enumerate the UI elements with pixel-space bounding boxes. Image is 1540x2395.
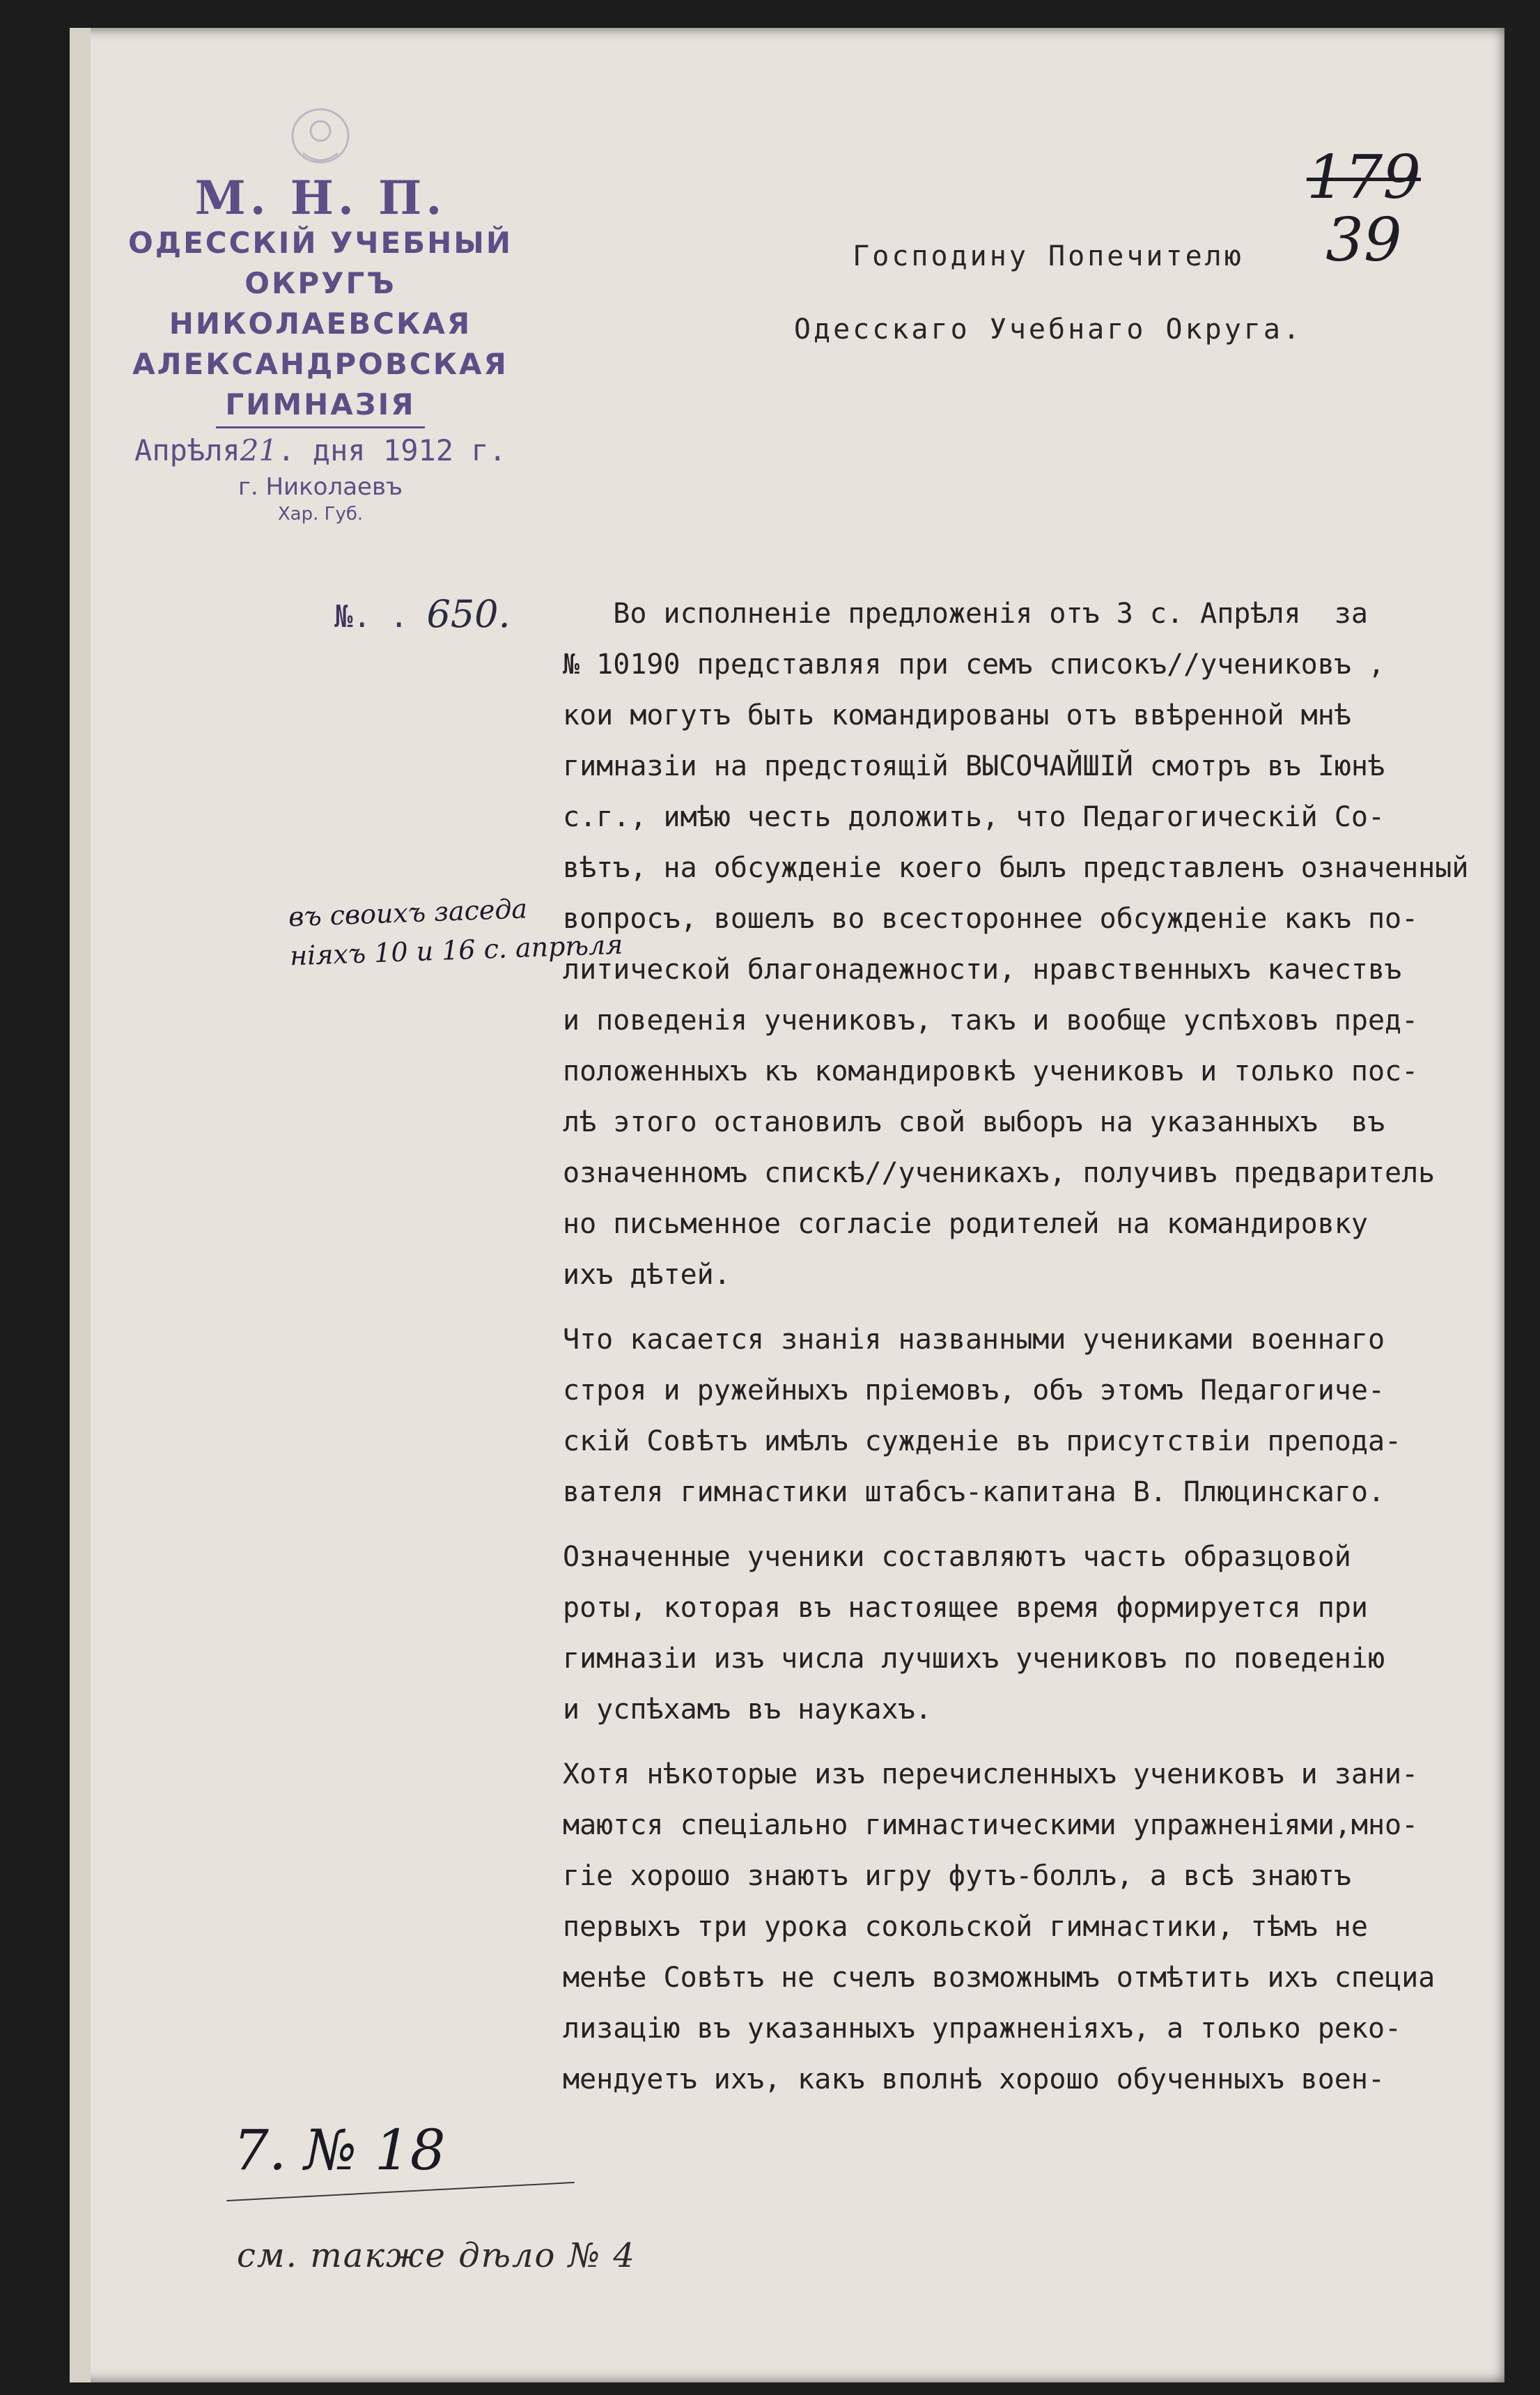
document-page [70,28,1504,2382]
text-line: но письменное согласіе родителей на командировку [563,1208,1368,1240]
text-line: № 10190 представляя при семъ списокъ//учениковъ , [563,649,1385,681]
addressee-line-1: Господину Попечителю [853,240,1244,272]
binding-edge [70,28,91,2382]
stamp-school-name: АЛЕКСАНДРОВСКАЯ [132,347,508,381]
text-line: лизацію въ указанныхъ упражненіяхъ, а только реко- [563,2013,1402,2045]
text-line: с.г., имѣю честь доложить, что Педагогическій Со- [563,801,1385,833]
text-line: гимназіи изъ числа лучшихъ учениковъ по поведенію [563,1643,1385,1675]
text-line: и успѣхамъ въ наукахъ. [563,1693,932,1726]
stamp-district: ОДЕССКІЙ УЧЕБНЫЙ ОКРУГЪ [127,226,513,300]
stamp-date-month: Апрѣля [134,433,240,467]
text-line: первыхъ три урока сокольской гимнастики, тѣмъ не [563,1911,1368,1943]
text-line: положенныхъ къ командировкѣ учениковъ и только пос- [563,1055,1419,1087]
outgoing-number: №. . 650. [334,592,511,636]
stamp-gubernia: Хар. Губ. [277,504,364,525]
outgoing-number-label: № [334,599,353,635]
margin-note-line-1: въ своихъ заседа [288,893,528,933]
stamp-ministry: М. Н. П. [194,171,446,225]
text-line: вателя гимнастики штабсъ-капитана В. Плюцинскаго. [563,1476,1385,1508]
text-line: роты, которая въ настоящее время формируется при [563,1592,1368,1624]
text-line: Во исполненіе предложенія отъ 3 с. Апрѣля за [563,598,1368,630]
paragraph-4 [563,1749,1540,2105]
outgoing-number-value: 650. [426,592,511,636]
text-line: маются спеціально гимнастическими упражненіями,мно- [563,1809,1419,1841]
text-line: мендуетъ ихъ, какъ вполнѣ хорошо обученныхъ воен- [563,2063,1385,2095]
paragraph-3 [563,1532,1540,1735]
text-line: скій Совѣтъ имѣлъ сужденіе въ присутствіи препода- [563,1425,1402,1457]
bottom-divider [226,2182,574,2201]
archive-number-new: 39 [1325,206,1402,275]
text-line: литической благонадежности, нравственныхъ качествъ [563,954,1402,986]
text-line: Хотя нѣкоторые изъ перечисленныхъ учениковъ и зани- [563,1758,1419,1790]
paragraph-2 [563,1315,1540,1518]
text-line: означенномъ спискѣ//ученикахъ, получивъ предваритель [563,1157,1436,1189]
handwritten-margin-note [288,886,623,976]
stamp-city-name: НИКОЛАЕВСКАЯ [169,307,472,341]
stamp-school-type: ГИМНАЗІЯ [225,387,416,421]
text-line: гіе хорошо знаютъ игру футъ-боллъ, а всѣ знаютъ [563,1860,1351,1892]
addressee-line-2: Одесскаго Учебнаго Округа. [793,313,1303,346]
text-line: вопросъ, вошелъ во всестороннее обсужденіе какъ по- [563,903,1419,935]
letter-body [563,589,1540,2105]
handwritten-reference-note: см. также дѣло № 4 [237,2236,636,2275]
archive-number-old: 179 [1306,143,1421,212]
handwritten-file-number: 7. № 18 [233,2118,446,2183]
text-line: кои могутъ быть командированы отъ ввѣренной мнѣ [563,699,1351,731]
text-line: гимназіи на предстоящій ВЫСОЧАЙШІЙ смотръ въ Іюнѣ [563,750,1385,782]
margin-note-line-2: ніяхъ 10 и 16 с. апрѣля [289,929,623,972]
stamp-date [125,430,515,472]
text-line: лѣ этого остановилъ свой выборъ на указанныхъ въ [563,1106,1385,1138]
paragraph-1 [563,589,1540,1301]
text-line: ихъ дѣтей. [563,1259,731,1291]
gymnasium-stamp [125,104,515,636]
text-line: строя и ружейныхъ пріемовъ, объ этомъ Педагогиче- [563,1374,1385,1406]
text-line: вѣтъ, на обсужденіе коего былъ представленъ означенный [563,852,1469,884]
text-line: Что касается знанія названными учениками военнаго [563,1324,1385,1356]
stamp-date-day: 21 [240,433,278,467]
stamp-date-year: . дня 1912 г. [277,433,506,467]
text-line: менѣе Совѣтъ не счелъ возможнымъ отмѣтить ихъ специа [563,1962,1436,1994]
text-line: и поведенія учениковъ, такъ и вообще успѣховъ пред- [563,1005,1419,1037]
stamp-divider [216,426,425,428]
text-line: Означенные ученики составляютъ часть образцовой [563,1541,1351,1573]
stamp-city: г. Николаевъ [238,473,403,501]
crest-emblem-icon [275,104,366,167]
